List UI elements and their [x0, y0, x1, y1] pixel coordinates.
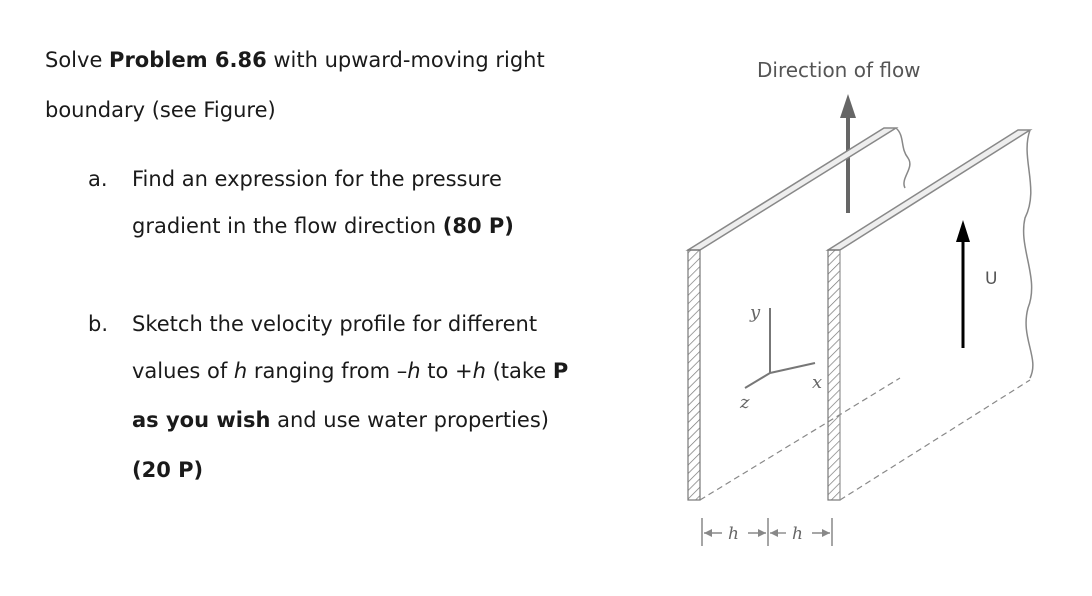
- part-b-points: (20 P): [132, 458, 204, 482]
- part-b-line-2: values of h ranging from –h to +h (take P: [132, 359, 569, 383]
- axis-y-label: y: [750, 302, 761, 323]
- part-b-line-4: [132, 458, 203, 482]
- part-a-line-2: gradient in the flow direction (80 P): [132, 214, 514, 238]
- part-b-label: b.: [88, 312, 109, 336]
- axis-z-label: z: [740, 392, 750, 413]
- figure-svg: [600, 18, 1092, 578]
- part-a-points: (80 P): [442, 214, 514, 238]
- channel-flow-figure: [600, 18, 1092, 578]
- problem-reference: Problem 6.86: [109, 48, 267, 72]
- part-b-line-3: as you wish and use water properties): [132, 408, 549, 432]
- direction-of-flow-label: Direction of flow: [757, 58, 921, 82]
- intro-text: Solve: [45, 48, 110, 72]
- gap-right-h-label: h: [792, 524, 803, 544]
- right-plate: [828, 130, 1033, 500]
- part-a-line-1: Find an expression for the pressure: [132, 167, 502, 191]
- gap-dimension: [702, 518, 832, 546]
- intro-line-2: boundary (see Figure): [45, 98, 276, 122]
- intro-line-1: [45, 48, 545, 72]
- left-plate: [688, 128, 910, 500]
- coordinate-axes: [739, 302, 822, 413]
- part-b-line-1: Sketch the velocity profile for different: [132, 312, 538, 336]
- velocity-u-label: U: [985, 269, 998, 289]
- axis-x-label: x: [812, 372, 823, 393]
- wall-velocity-arrow: [956, 220, 970, 348]
- part-a-label: a.: [88, 167, 108, 191]
- intro-text-cont: with upward-moving right: [266, 48, 545, 72]
- gap-left-h-label: h: [728, 524, 739, 544]
